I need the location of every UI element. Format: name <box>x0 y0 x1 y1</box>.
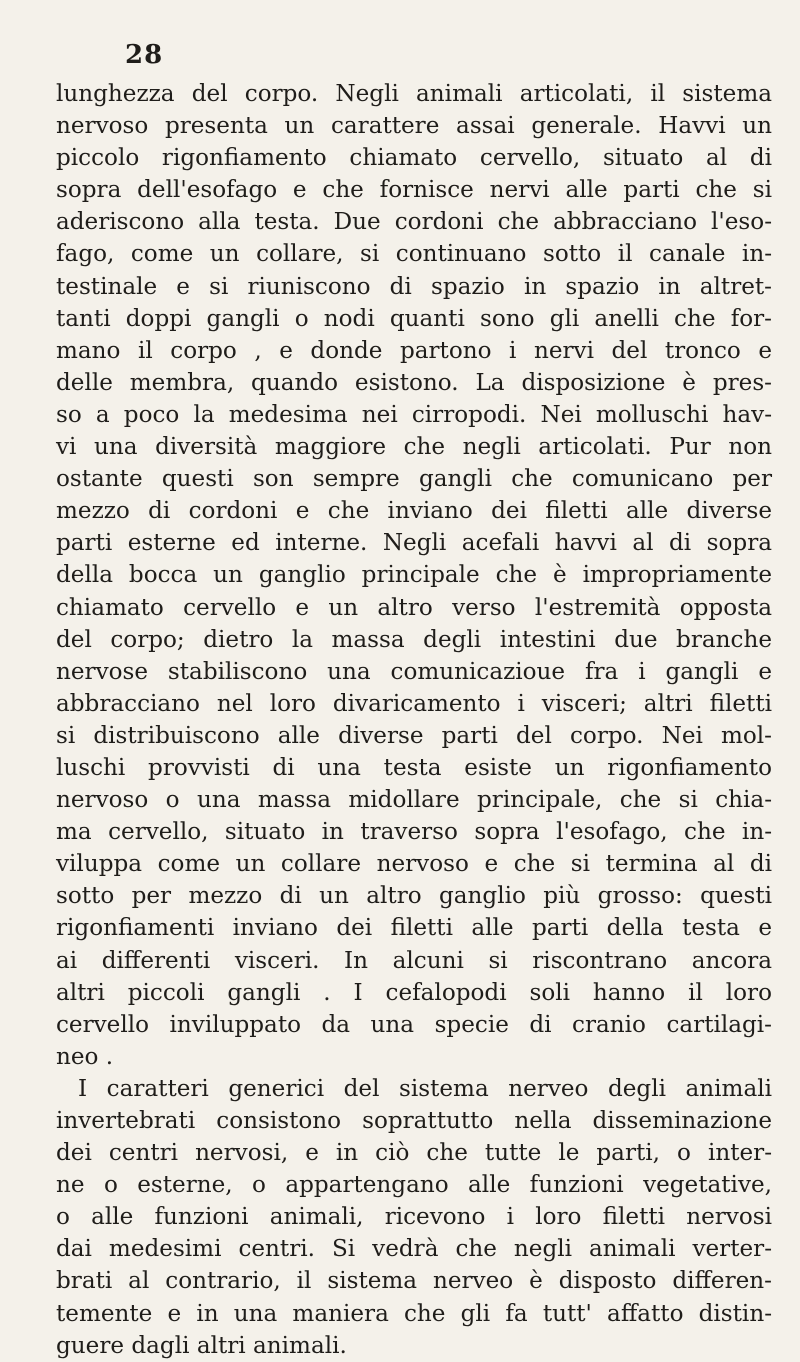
text-line: sopra dell'esofago e che fornisce nervi alle parti che si <box>56 177 772 204</box>
text-line: abbracciano nel loro divaricamento i visceri; altri filetti <box>56 690 772 717</box>
text-line: sotto per mezzo di un altro ganglio più grosso: questi <box>56 883 772 910</box>
text-line: o alle funzioni animali, ricevono i loro filetti nervosi <box>56 1204 772 1231</box>
text-line: aderiscono alla testa. Due cordoni che abbracciano l'eso- <box>56 209 772 236</box>
text-line: parti esterne ed interne. Negli acefali havvi al di sopra <box>56 530 772 557</box>
text-line: viluppa come un collare nervoso e che si termina al di <box>56 851 772 878</box>
text-line: si distribuiscono alle diverse parti del corpo. Nei mol- <box>56 722 772 749</box>
text-line: nervose stabiliscono una comunicazioue fra i gangli e <box>56 658 772 685</box>
paragraph-end-line: neo . <box>56 1043 114 1070</box>
text-line: ne o esterne, o appartengano alle funzioni vegetative, <box>56 1172 772 1199</box>
text-line: delle membra, quando esistono. La disposizione è pres- <box>56 369 772 396</box>
text-line: nervoso presenta un carattere assai generale. Havvi un <box>56 113 772 140</box>
text-line: ai differenti visceri. In alcuni si riscontrano ancora <box>56 947 772 974</box>
text-line: brati al contrario, il sistema nerveo è disposto differen- <box>56 1268 772 1295</box>
text-line: ma cervello, situato in traverso sopra l'esofago, che in- <box>56 819 772 846</box>
text-line: ostante questi son sempre gangli che comunicano per <box>56 466 772 493</box>
text-line: piccolo rigonfiamento chiamato cervello, situato al di <box>56 145 772 172</box>
text-line: mano il corpo , e donde partono i nervi del tronco e <box>56 337 772 364</box>
text-line: fago, come un collare, si continuano sotto il canale in- <box>56 241 772 268</box>
paragraph-end-line: guere dagli altri animali. <box>56 1332 347 1359</box>
text-line: luschi provvisti di una testa esiste un rigonfiamento <box>56 754 772 781</box>
text-line: altri piccoli gangli . I cefalopodi soli hanno il loro <box>56 979 772 1006</box>
text-line: della bocca un ganglio principale che è impropriamente <box>56 562 772 589</box>
text-line: rigonfiamenti inviano dei filetti alle parti della testa e <box>56 915 772 942</box>
text-line: mezzo di cordoni e che inviano dei filetti alle diverse <box>56 498 772 525</box>
text-line: temente e in una maniera che gli fa tutt' affatto distin- <box>56 1300 772 1327</box>
page-number: 28 <box>125 40 164 70</box>
text-line: so a poco la medesima nei cirropodi. Nei molluschi hav- <box>56 401 772 428</box>
text-line: tanti doppi gangli o nodi quanti sono gli anelli che for- <box>56 305 772 332</box>
text-line: dai medesimi centri. Si vedrà che negli animali verter- <box>56 1236 772 1263</box>
text-line: chiamato cervello e un altro verso l'estremità opposta <box>56 594 772 621</box>
text-line: nervoso o una massa midollare principale, che si chia- <box>56 787 772 814</box>
paragraph-start-line: I caratteri generici del sistema nerveo degli animali <box>78 1075 772 1102</box>
text-line: lunghezza del corpo. Negli animali articolati, il sistema <box>56 81 772 107</box>
text-line: del corpo; dietro la massa degli intestini due branche <box>56 626 772 653</box>
text-line: invertebrati consistono soprattutto nella disseminazione <box>56 1108 772 1134</box>
text-line: cervello inviluppato da una specie di cranio cartilagi- <box>56 1011 772 1038</box>
text-line: vi una diversità maggiore che negli articolati. Pur non <box>56 434 772 461</box>
text-line: testinale e si riuniscono di spazio in spazio in altret- <box>56 273 772 300</box>
body-text <box>56 78 772 1362</box>
text-line: dei centri nervosi, e in ciò che tutte le parti, o inter- <box>56 1140 772 1167</box>
